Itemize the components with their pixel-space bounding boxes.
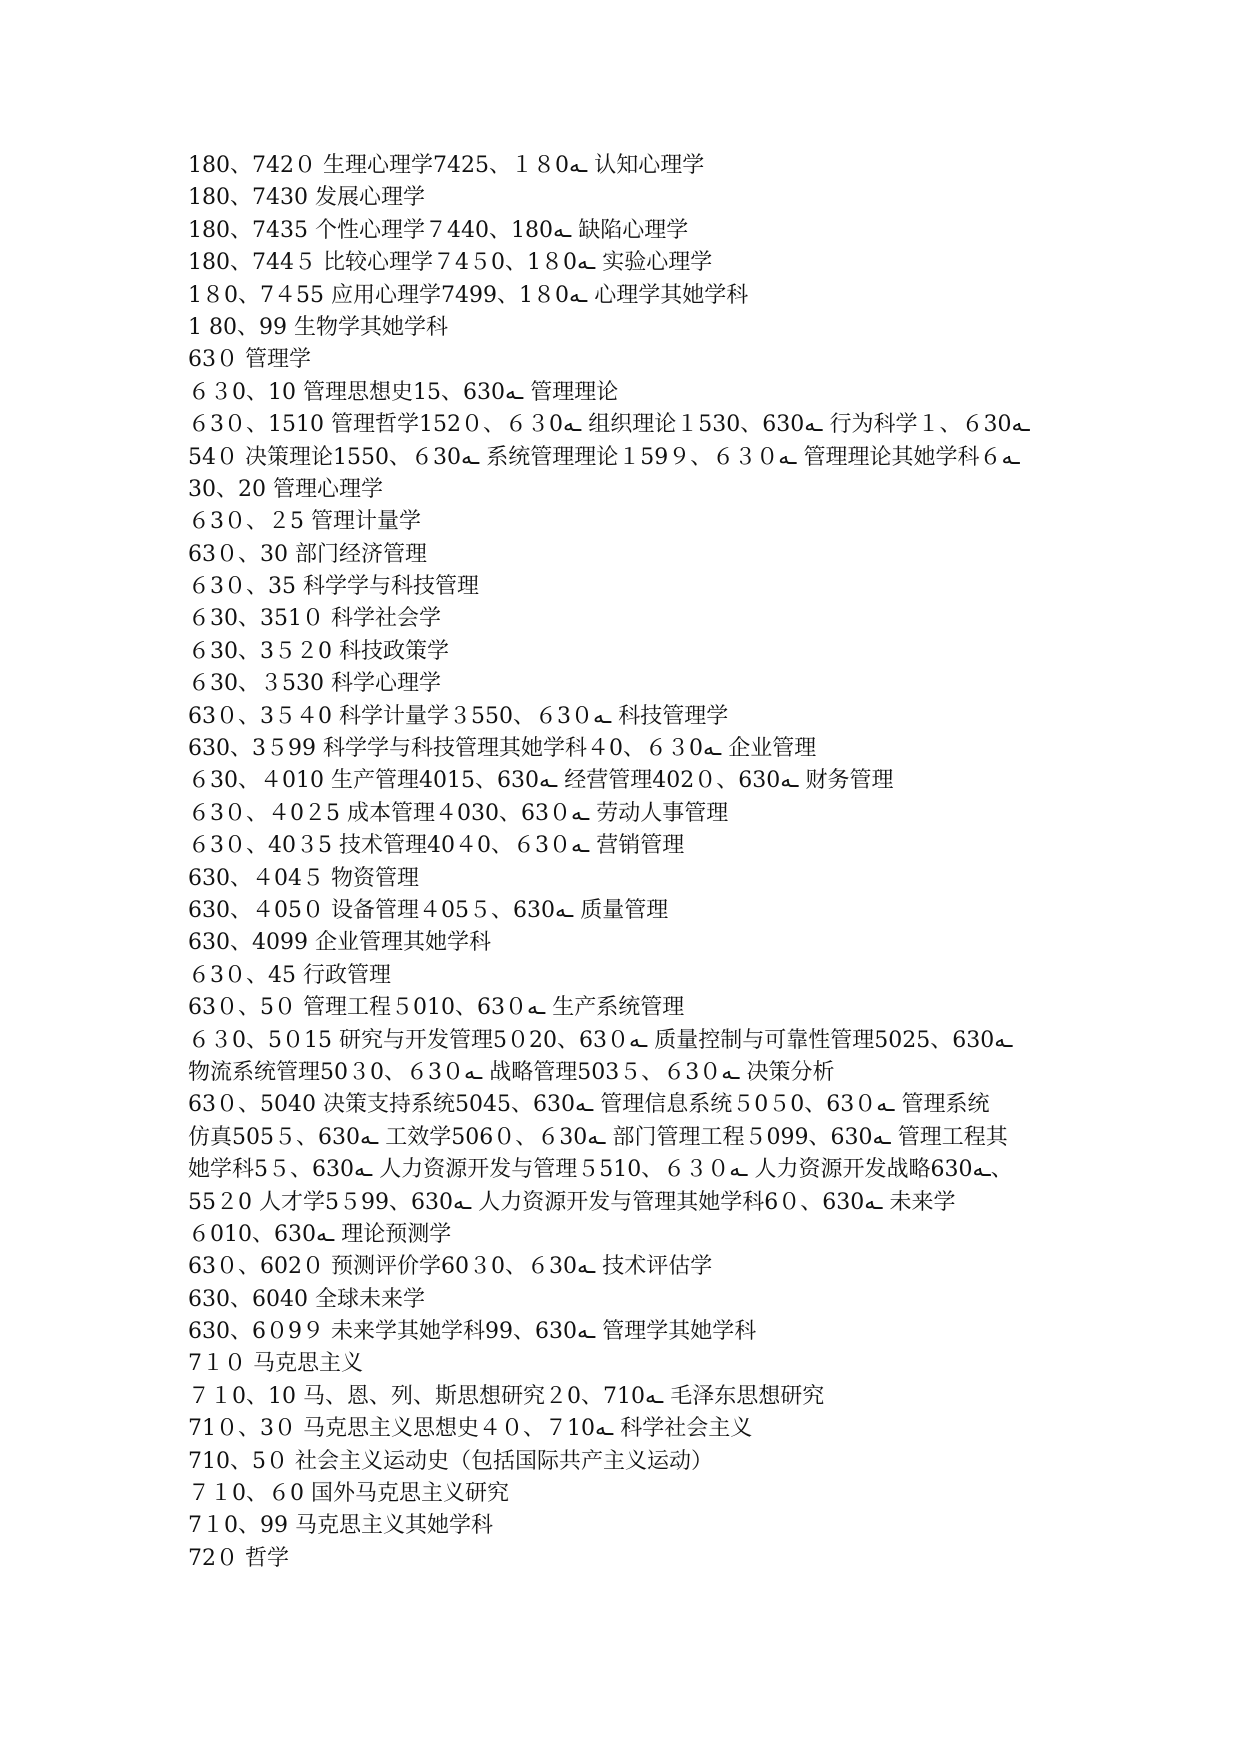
text-line: 仿真505５、630ـه 工效学506０、６30ـه 部门管理工程５099、630ـه 管理工程其: [188, 1124, 1008, 1150]
text-line: 72０ 哲学: [188, 1545, 289, 1571]
text-line: 54０ 决策理论1550、６30ـه 系统管理理论１59９、６３０ـه 管理理论其她学科６ـه: [188, 444, 1020, 470]
text-line: 630、４05０ 设备管理４05５、630ـه 质量管理: [188, 897, 669, 923]
text-line: ６30、351０ 科学社会学: [188, 606, 441, 632]
text-line: 630、3５99 科学学与科技管理其她学科４0、６３0ـه 企业管理: [188, 736, 817, 762]
text-line: ６３0、10 管理思想史15、630ـه 管理理论: [188, 379, 619, 405]
text-line: 630、４04５ 物资管理: [188, 865, 419, 891]
text-line: ６3０、２5 管理计量学: [188, 509, 421, 535]
text-line: ６３0、5０15 研究与开发管理5０20、63０ـه 质量控制与可靠性管理5025、630ـه: [188, 1027, 1013, 1053]
text-line: 63０、3５４0 科学计量学３550、６3０ـه 科技管理学: [188, 703, 729, 729]
text-line: ６3０、４0２5 成本管理４030、63０ـه 劳动人事管理: [188, 800, 729, 826]
text-line: 7１０ 马克思主义: [188, 1351, 363, 1377]
document-text-block: [188, 150, 1078, 1575]
text-line: ７１0、10 马、恩、列、斯思想研究２0、710ـه 毛泽东思想研究: [188, 1383, 825, 1409]
text-line: 71０、3０ 马克思主义思想史４０、７10ـه 科学社会主义: [188, 1416, 753, 1442]
text-line: 63０、30 部门经济管理: [188, 541, 427, 567]
text-line: 63０、5040 决策支持系统5045、630ـه 管理信息系统５0５0、63０ـه 管理系统: [188, 1092, 990, 1118]
text-line: 物流系统管理50３0、６3０ـه 战略管理503５、６3０ـه 决策分析: [188, 1059, 835, 1085]
text-line: 630、6040 全球未来学: [188, 1286, 425, 1312]
text-line: ７１0、６0 国外马克思主义研究: [188, 1481, 509, 1507]
text-line: ６30、3５２0 科技政策学: [188, 638, 449, 664]
text-line: ６3０、1510 管理哲学152０、６３0ـه 组织理论１530、630ـه 行为科学１、６30ـه: [188, 412, 1030, 438]
text-line: ６30、３530 科学心理学: [188, 671, 441, 697]
text-line: 180、7435 个性心理学７440、180ـه 缺陷心理学: [188, 217, 689, 243]
text-line: 180、742０ 生理心理学7425、１８0ـه 认知心理学: [188, 153, 705, 178]
text-line: 55２0 人才学5５99、630ـه 人力资源开发与管理其她学科6０、630ـه 未来学: [188, 1189, 956, 1215]
text-line: 1 80、99 生物学其她学科: [188, 314, 448, 340]
text-line: ６30、４010 生产管理4015、630ـه 经营管理402０、630ـه 财务管理: [188, 768, 894, 794]
text-line: 630、6０9９ 未来学其她学科99、630ـه 管理学其她学科: [188, 1319, 757, 1345]
text-line: 1８0、7４55 应用心理学7499、1８0ـه 心理学其她学科: [188, 282, 749, 308]
text-line: 63０、602０ 预测评价学60３0、６30ـه 技术评估学: [188, 1254, 713, 1280]
text-line: 63０、5０ 管理工程５010、63０ـه 生产系统管理: [188, 995, 685, 1021]
text-line: 7１0、99 马克思主义其她学科: [188, 1513, 493, 1539]
text-line: ６010、630ـه 理论预测学: [188, 1221, 452, 1247]
text-line: 710、5０ 社会主义运动史（包括国际共产主义运动）: [188, 1448, 713, 1474]
text-line: ６3０、35 科学学与科技管理: [188, 574, 479, 600]
text-line: 180、744５ 比较心理学７4５0、1８0ـه 实验心理学: [188, 250, 713, 276]
text-line: 630、4099 企业管理其她学科: [188, 930, 491, 956]
text-line: ６3０、40３5 技术管理40４0、６3０ـه 营销管理: [188, 833, 685, 859]
text-line: ６3０、45 行政管理: [188, 962, 391, 988]
text-line: 她学科5５、630ـه 人力资源开发与管理５510、６３０ـه 人力资源开发战略630ـه、: [188, 1157, 1013, 1183]
text-line: 63０ 管理学: [188, 347, 311, 373]
text-line: 180、7430 发展心理学: [188, 185, 425, 211]
text-line: 30、20 管理心理学: [188, 476, 383, 502]
